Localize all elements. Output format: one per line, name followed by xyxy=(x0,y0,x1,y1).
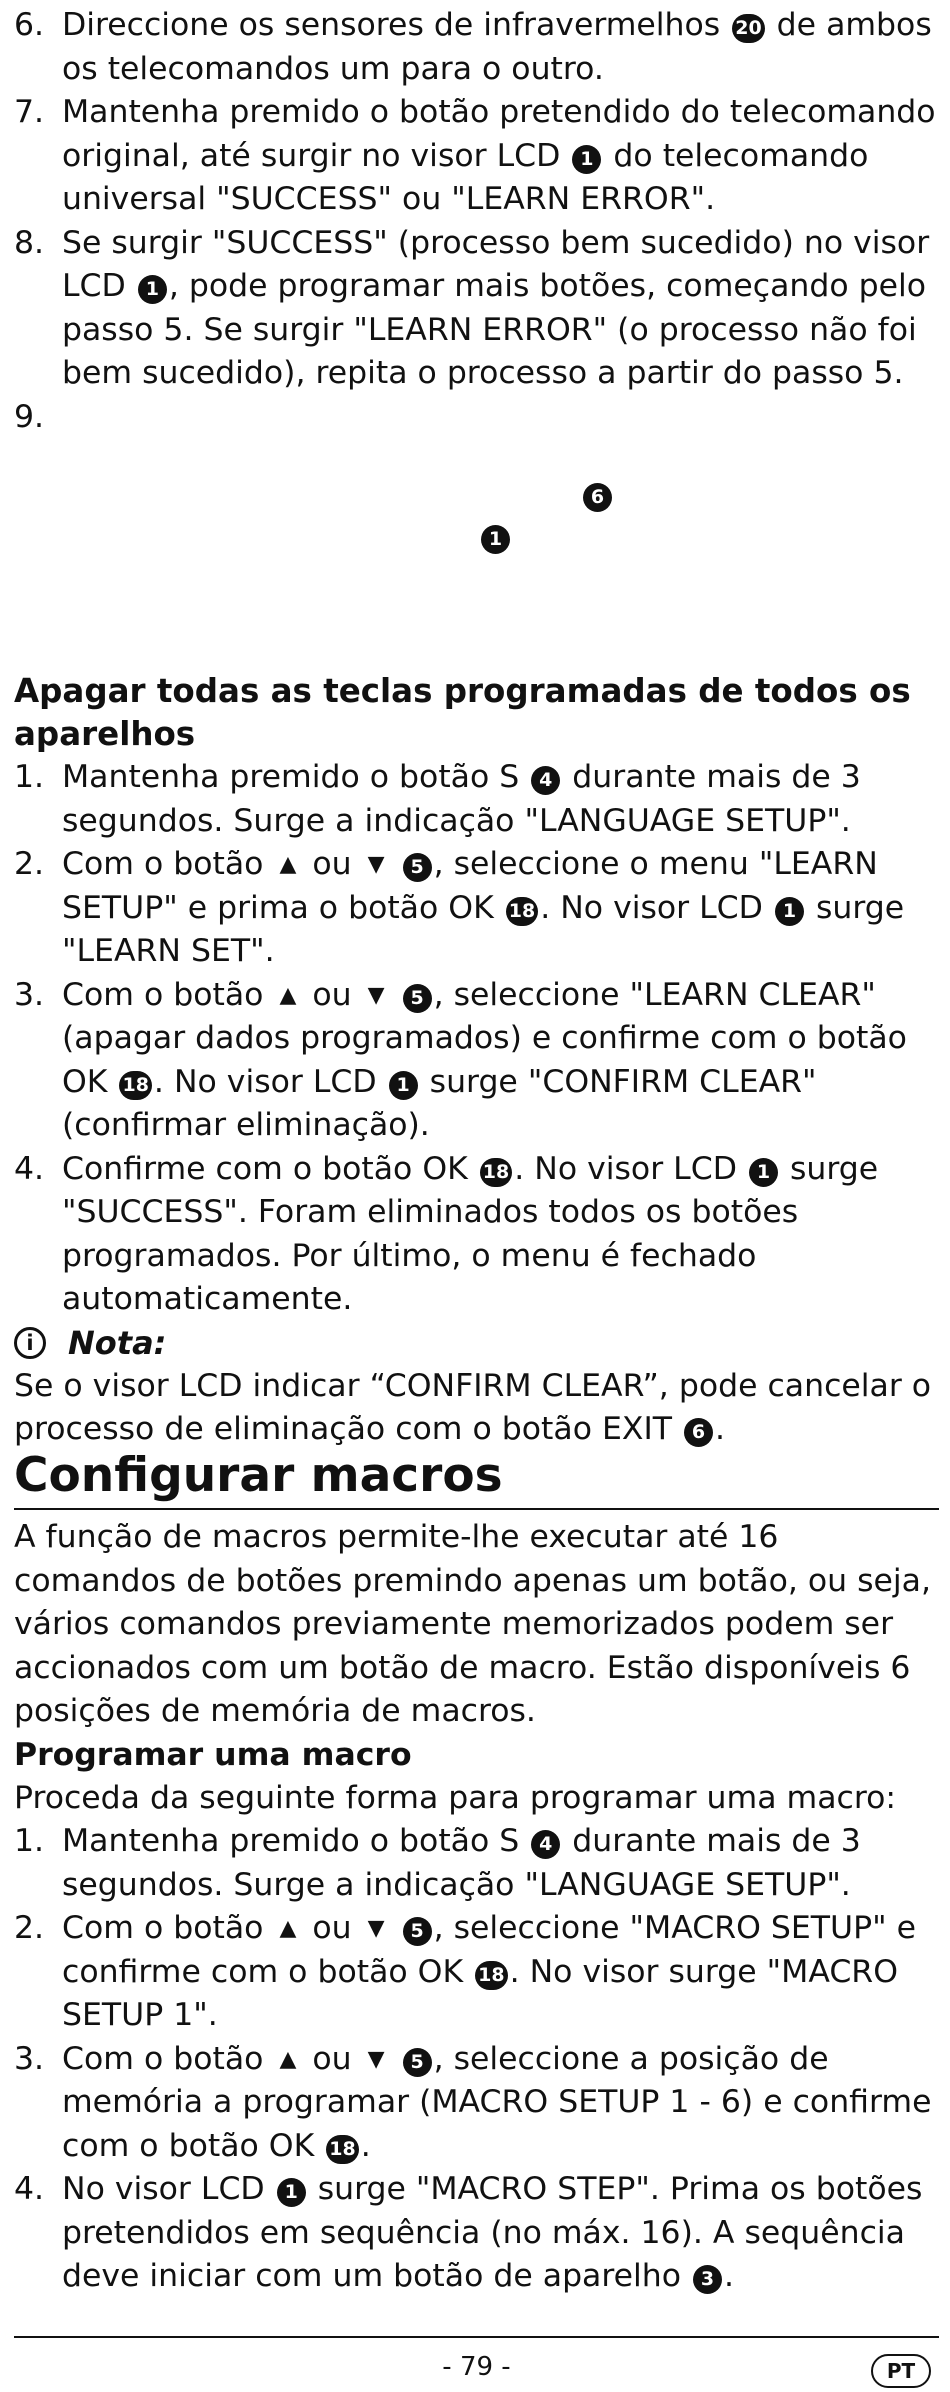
page-number: - 79 - xyxy=(442,2352,511,2382)
text-run: . No visor LCD xyxy=(540,889,773,926)
text-run: surge "MACRO STEP". Prima os botões pretendidos em sequência (no máx. 16). A sequência deve iniciar com um botão de aparelho xyxy=(62,2171,923,2294)
step-text xyxy=(62,396,939,440)
step-number: 4. xyxy=(14,1150,45,1187)
list-item xyxy=(14,1820,939,1907)
macros-steps xyxy=(14,1820,939,2299)
page-footer xyxy=(14,2336,939,2392)
callout-badge-6: 6 xyxy=(583,483,612,512)
macros-intro: A função de macros permite-lhe executar até 16 comandos de botões premindo apenas um botão, ou seja, vários comandos previamente memorizados podem ser accionados com um botão de macro. Estão disponíveis 6 posições de memória de macros. xyxy=(14,1519,931,1729)
list-item xyxy=(14,4,939,91)
list-item xyxy=(14,974,939,1148)
text-run: . xyxy=(715,1411,726,1447)
note-title: Nota: xyxy=(68,1323,167,1362)
list-item xyxy=(14,2168,939,2299)
list-item xyxy=(14,756,939,843)
list-item xyxy=(14,91,939,222)
callout-number-18: 18 xyxy=(480,1158,512,1187)
step-number: 3. xyxy=(14,2040,45,2077)
step-number: 7. xyxy=(14,94,45,130)
text-run: No visor LCD xyxy=(62,2171,275,2207)
down-arrow-icon: ▼ xyxy=(367,982,385,1008)
step-text xyxy=(62,222,939,396)
text-run: Com o botão xyxy=(62,1910,274,1946)
note-text xyxy=(14,1365,939,1452)
list-item xyxy=(14,222,939,396)
callout-number-1: 1 xyxy=(572,145,601,174)
step-text xyxy=(62,756,939,843)
step-number: 1. xyxy=(14,1823,45,1859)
text-run: ou xyxy=(302,846,362,882)
down-arrow-icon: ▼ xyxy=(367,2046,385,2072)
callout-number-1: 1 xyxy=(389,1071,418,1100)
list-item xyxy=(14,1907,939,2038)
down-arrow-icon: ▼ xyxy=(367,852,385,877)
step-text xyxy=(62,843,939,974)
callout-number-18: 18 xyxy=(326,2135,358,2164)
step-number: 1. xyxy=(14,759,45,795)
callout-number-4: 4 xyxy=(531,1830,560,1859)
text-run: Se surgir "SUCCESS" (processo bem sucedido) no visor LCD xyxy=(62,224,930,304)
callout-number-20: 20 xyxy=(732,14,764,43)
text-run xyxy=(391,2041,401,2077)
step-text xyxy=(62,2168,939,2299)
callout-badge-1: 1 xyxy=(481,525,510,554)
text-run: , seleccione a posição de memória a programar (MACRO SETUP 1 - 6) e confirme com o botão OK xyxy=(62,2040,932,2164)
info-icon: i xyxy=(14,1327,46,1359)
section-macros xyxy=(14,1448,939,2299)
up-arrow-icon: ▲ xyxy=(279,982,297,1008)
text-run: ou xyxy=(302,2040,362,2077)
text-run: ou xyxy=(302,976,362,1013)
text-run xyxy=(391,846,401,882)
text-run: . No visor surge "MACRO SETUP 1". xyxy=(62,1953,898,2033)
callout-number-1: 1 xyxy=(138,275,167,304)
text-run: . No visor LCD xyxy=(514,1150,747,1187)
callout-number-18: 18 xyxy=(475,1961,507,1990)
step-text xyxy=(62,1907,939,2038)
callout-number-18: 18 xyxy=(119,1071,151,1100)
step-number: 2. xyxy=(14,846,45,882)
text-run: Direccione os sensores de infravermelhos xyxy=(62,7,731,43)
step-text xyxy=(62,4,939,91)
text-run: Com o botão xyxy=(62,846,274,882)
text-run: . xyxy=(360,2127,371,2164)
text-run: . xyxy=(724,2258,735,2294)
text-run xyxy=(391,1910,401,1946)
callout-number-5: 5 xyxy=(403,1917,432,1946)
text-run: Mantenha premido o botão S xyxy=(62,759,530,795)
callout-number-5: 5 xyxy=(403,853,432,882)
callout-number-6: 6 xyxy=(684,1418,713,1447)
step-number: 6. xyxy=(14,7,45,43)
list-item xyxy=(14,2038,939,2169)
text-run: Com o botão xyxy=(62,976,274,1013)
text-run: Mantenha premido o botão pretendido do telecomando original, até surgir no visor LCD xyxy=(62,94,936,174)
callout-number-1: 1 xyxy=(775,897,804,926)
step-number: 9. xyxy=(14,398,45,435)
list-item xyxy=(14,843,939,974)
step-number: 4. xyxy=(14,2171,45,2207)
text-run: , seleccione "LEARN CLEAR" (apagar dados programados) e confirme com o botão OK xyxy=(62,976,907,1100)
text-run: durante mais de 3 segundos. Surge a indicação "LANGUAGE SETUP". xyxy=(62,759,861,839)
callout-number-3: 3 xyxy=(693,2265,722,2294)
steps-top-list xyxy=(14,4,939,439)
text-run: surge "SUCCESS". Foram eliminados todos os botões programados. Por último, o menu é fechado automaticamente. xyxy=(62,1150,879,1317)
step-number: 3. xyxy=(14,976,45,1013)
note-header xyxy=(14,1322,939,1365)
section-clear-steps xyxy=(14,756,939,1322)
callout-number-1: 1 xyxy=(749,1158,778,1187)
text-run: durante mais de 3 segundos. Surge a indicação "LANGUAGE SETUP". xyxy=(62,1823,861,1903)
text-run: . No visor LCD xyxy=(153,1063,387,1100)
text-run: , seleccione o menu "LEARN SETUP" e prima o botão OK xyxy=(62,846,878,926)
text-run: ou xyxy=(302,1910,362,1946)
text-run xyxy=(391,977,401,1013)
text-run: , pode programar mais botões, começando pelo passo 5. Se surgir "LEARN ERROR" (o processo não foi bem sucedido), repita o processo a partir do passo 5. xyxy=(62,268,927,391)
heading-rule xyxy=(14,1508,939,1510)
section-clear xyxy=(14,670,939,1452)
step-number: 8. xyxy=(14,224,45,261)
callout-number-4: 4 xyxy=(531,766,560,795)
step-text xyxy=(62,91,939,222)
text-run: , seleccione "MACRO SETUP" e confirme com o botão OK xyxy=(62,1910,916,1990)
callout-number-1: 1 xyxy=(277,2178,306,2207)
callout-number-18: 18 xyxy=(506,897,538,926)
step-text xyxy=(62,1820,939,1907)
list-item xyxy=(14,1148,939,1322)
callout-number-5: 5 xyxy=(403,984,432,1013)
text-run: Se o visor LCD indicar “CONFIRM CLEAR”, pode cancelar o processo de eliminação com o botão EXIT xyxy=(14,1367,932,1447)
section-macros-heading: Configurar macros xyxy=(14,1448,503,1503)
step-text xyxy=(62,974,939,1148)
language-badge: PT xyxy=(871,2354,931,2388)
text-run: do telecomando universal "SUCCESS" ou "LEARN ERROR". xyxy=(62,137,869,217)
step-number: 2. xyxy=(14,1910,45,1946)
step-text xyxy=(62,2038,939,2169)
text-run: surge "LEARN SET". xyxy=(62,889,905,969)
text-run: surge "CONFIRM CLEAR" (confirmar eliminação). xyxy=(62,1063,817,1143)
up-arrow-icon: ▲ xyxy=(279,1916,297,1941)
text-run: de ambos os telecomandos um para o outro. xyxy=(62,7,932,87)
footer-rule xyxy=(14,2336,939,2338)
list-item xyxy=(14,396,939,440)
macros-subheading: Programar uma macro xyxy=(14,1736,412,1773)
down-arrow-icon: ▼ xyxy=(367,1916,385,1941)
text-run: Mantenha premido o botão S xyxy=(62,1823,530,1859)
macros-lead: Proceda da seguinte forma para programar uma macro: xyxy=(14,1779,896,1816)
section-clear-heading: Apagar todas as teclas programadas de todos os aparelhos xyxy=(14,672,911,753)
step-text xyxy=(62,1148,939,1322)
callout-number-5: 5 xyxy=(403,2048,432,2077)
up-arrow-icon: ▲ xyxy=(279,852,297,877)
text-run: Com o botão xyxy=(62,2040,274,2077)
up-arrow-icon: ▲ xyxy=(279,2046,297,2072)
text-run: Confirme com o botão OK xyxy=(62,1150,478,1187)
